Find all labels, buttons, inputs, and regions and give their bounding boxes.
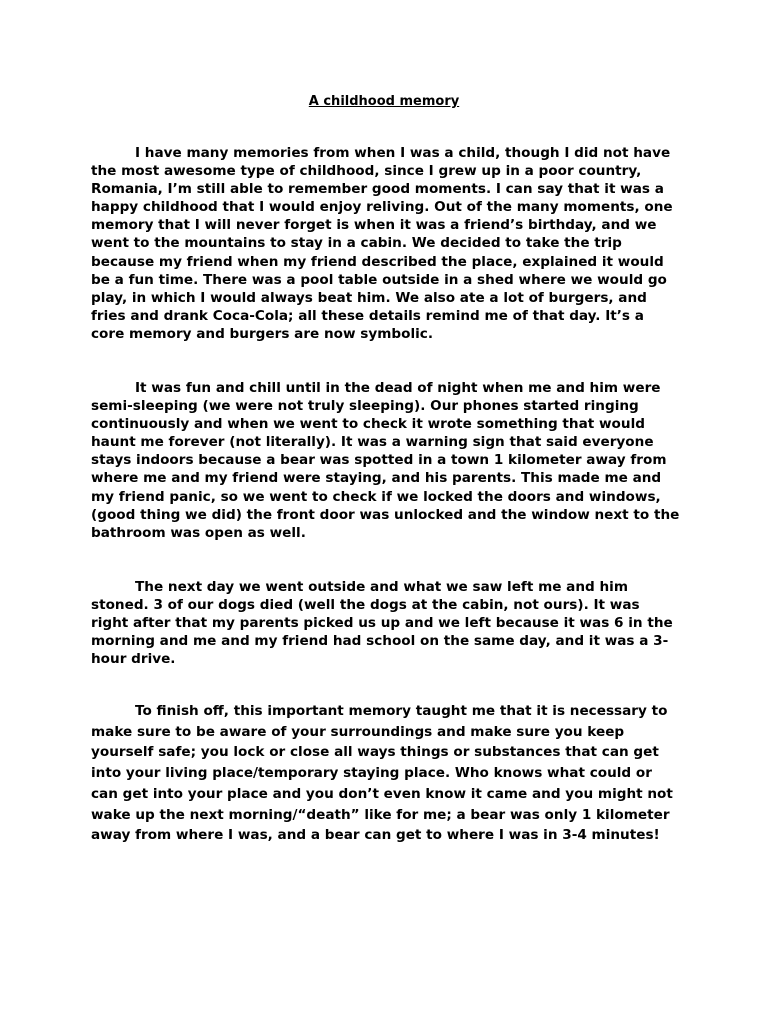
paragraph-4: To finish off, this important memory taught me that it is necessary to make sure to be aware of your surroundings and make sure you keep yourself safe; you lock or close all ways things or substances that can get into your living place/temporary staying place. Who knows what could or can get into your place and you don’t even know it came and you might not wake up the next morning/“death” like for me; a bear was only 1 kilometer away from where I was, and a bear can get to where I was in 3-4 minutes! <box>91 703 673 844</box>
paragraph-3: The next day we went outside and what we saw left me and him stoned. 3 of our dogs died (well the dogs at the cabin, not ours). It was right after that my parents picked us up and we left because it was 6 in the morning and me and my friend had school on the same day, and it was a 3-hour drive. <box>91 579 673 668</box>
paragraph-2: It was fun and chill until in the dead of night when me and him were semi-sleeping (we were not truly sleeping). Our phones started ringing continuously and when we went to check it wrote something that would haunt me forever (not literally). It was a warning sign that said everyone stays indoors because a bear was spotted in a town 1 kilometer away from where me and my friend were staying, and his parents. This made me and my friend panic, so we went to check if we locked the doors and windows, (good thing we did) the front door was unlocked and the window next to the bathroom was open as well. <box>91 380 680 541</box>
paragraph-1: I have many memories from when I was a child, though I did not have the most awesome type of childhood, since I grew up in a poor country, Romania, I’m still able to remember good moments. I can say that it was a happy childhood that I would enjoy reliving. Out of the many moments, one memory that I will never forget is when it was a friend’s birthday, and we went to the mountains to stay in a cabin. We decided to take the trip because my friend when my friend described the place, explained it would be a fun time. There was a pool table outside in a shed where we would go play, in which I would always beat him. We also ate a lot of burgers, and fries and drank Coca-Cola; all these details remind me of that day. It’s a core memory and burgers are now symbolic. <box>91 145 673 342</box>
document-title: A childhood memory <box>308 94 460 109</box>
